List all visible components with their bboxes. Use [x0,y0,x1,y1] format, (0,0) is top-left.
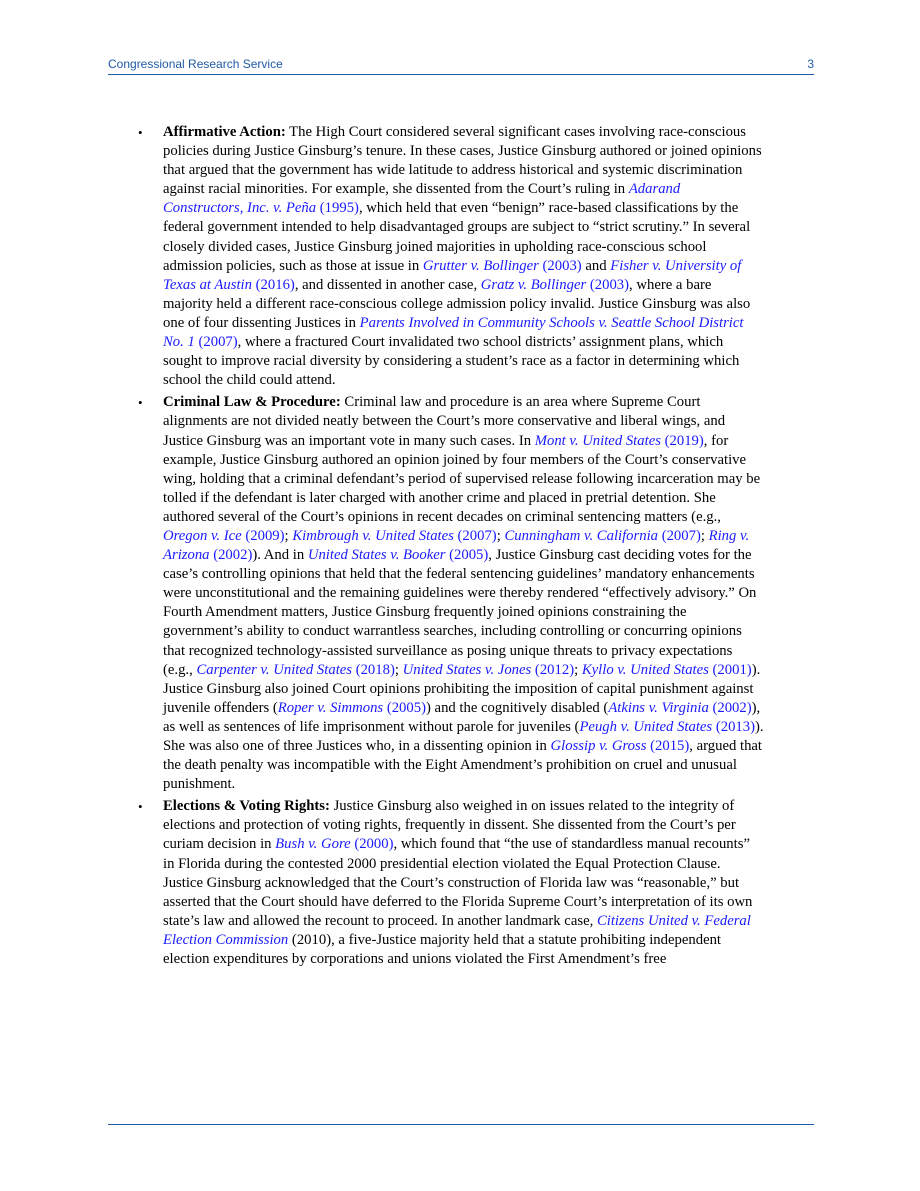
case-link[interactable] [196,662,394,678]
case-name: United States v. Booker [307,547,446,564]
body-text: and [581,257,611,274]
case-year: (2000) [350,836,394,853]
case-name: Kimbrough v. United States [292,527,454,544]
section-heading: Affirmative Action: [163,124,286,140]
section-heading: Elections & Voting Rights: [163,798,330,815]
body-text: Justice Ginsburg also weighed in on issues related to the integrity of elections and protection of voting rights, frequently in dissent. She dissented from the Court’s per curiam decision in [163,798,736,853]
case-name: Carpenter v. United States [196,661,353,678]
case-year: (2002) [708,699,752,716]
case-year: (2019) [660,432,704,449]
body-text: ; [284,527,293,544]
case-year: (2016) [251,276,295,293]
case-link[interactable] [308,547,488,563]
case-year: (2018) [352,661,395,678]
case-name: Peugh v. United States [579,718,713,735]
case-link[interactable] [608,700,751,716]
case-year: (2015) [646,738,690,754]
header-org: Congressional Research Service [108,57,283,71]
case-name: Mont v. United States [534,432,661,449]
body-text: ; [700,527,709,544]
case-year: (2007) [453,527,497,544]
case-year: (2007) [658,527,701,544]
case-year: (2003) [586,276,630,293]
body-text: , where a bare majority held a different race-conscious college admission policy invalid. Justice Ginsburg was also one of four dissenting Justices in [163,276,751,331]
body-text: , and dissented in another case, [294,276,481,293]
case-link[interactable] [582,662,752,678]
case-name: Cunningham v. California [504,527,659,544]
body-text: ). She was also one of three Justices who, in a dissenting opinion in [163,718,764,754]
body-text: ) and the cognitively disabled ( [425,699,609,716]
case-year: (2007) [194,334,238,351]
case-year: (2002) [209,547,253,564]
case-name: Adarand Constructors, Inc. v. Peña [163,181,681,217]
case-year: (2012) [531,661,575,678]
bullet-icon: • [138,125,143,140]
case-link[interactable] [275,836,393,852]
page-header [108,57,814,73]
body-text: , where a fractured Court invalidated two school districts’ assignment plans, which sought to improve racial diversity by considering a student’s race as a factor in determining which school the child could attend. [163,334,740,389]
case-link[interactable] [423,258,582,274]
body-text: (2010), a five-Justice majority held that a statute prohibiting independent election expenditures by corporations and unions violated the First Amendment’s free [163,931,722,968]
body-text: , which found that “the use of standardless manual recounts” in Florida during the contested 2000 presidential election violated the Equal Protection Clause. Justice Ginsburg acknowledged that the Court’s construction of Florida law was “reasonable,” but asserted that the Court should have deferred to the Florida Supreme Court’s interpretation of its own state’s law and allowed the recount to proceed. In another landmark case, [163,836,753,929]
bullet-icon: • [138,799,143,815]
page-number: 3 [807,57,814,71]
case-link[interactable] [278,700,426,716]
bullet-icon: • [138,395,143,411]
body-text: ; [394,661,403,678]
case-year: (2005) [383,699,426,716]
case-name: Ring v. Arizona [163,527,750,564]
case-name: Gratz v. Bollinger [480,276,587,293]
bullet-item [138,393,764,794]
case-name: Atkins v. Virginia [608,699,709,716]
case-name: Bush v. Gore [275,836,351,853]
body-text: ; [574,661,582,678]
case-name: Parents Involved in Community Schools v. Seattle School District No. 1 [163,314,744,351]
case-year: (2001) [708,661,752,678]
case-link[interactable] [535,433,704,449]
body-text: ; [496,527,505,544]
case-link[interactable] [403,662,574,678]
case-year: (1995) [316,200,359,217]
body-text: ). Justice Ginsburg also joined Court opinions prohibiting the imposition of capital punishment against juvenile offenders ( [163,661,761,716]
case-name: Fisher v. University of Texas at Austin [163,257,742,293]
body-text: , argued that the death penalty was incompatible with the Eight Amendment’s prohibition on cruel and unusual punishment. [163,738,763,793]
bullet-item [138,797,764,969]
case-link[interactable] [551,738,690,754]
case-year: (2003) [538,257,582,274]
section-heading: Criminal Law & Procedure: [163,394,341,411]
case-name: Oregon v. Ice [163,527,242,544]
body-text: ), as well as sentences of life imprisonment without parole for juveniles ( [163,699,761,735]
case-link[interactable] [504,528,700,544]
body-text: The High Court considered several significant cases involving race-conscious policies during Justice Ginsburg’s tenure. In these cases, Justice Ginsburg authored or joined opinions that argued that the government has wide latitude to address historical and systemic discrimination against racial minorities. For example, she dissented from the Court’s ruling in [163,124,762,198]
body-text: , Justice Ginsburg cast deciding votes for the case’s controlling opinions that held that the federal sentencing guidelines’ mandatory enhancements were unconstitutional and the remaining guidelines were thereby rendered “effectively advisory.” On Fourth Amendment matters, Justice Ginsburg frequently joined opinions constraining the government’s ability to conduct warrantless searches, including controlling or concurring opinions that recognized technology-assisted surveillance as posing unique threats to privacy expectations (e.g., [163,547,757,678]
case-name: Roper v. Simmons [277,699,384,716]
body-text: ). And in [252,547,308,564]
case-name: United States v. Jones [402,661,532,678]
header-rule [108,74,814,75]
case-name: Grutter v. Bollinger [422,257,539,274]
case-year: (2005) [445,547,489,564]
bullet-list [138,123,764,972]
case-year: (2013) [712,718,755,735]
case-link[interactable] [579,719,755,735]
body-text: , which held that even “benign” race-based classifications by the federal government intended to help disadvantaged groups are subject to “strict scrutiny.” In several closely divided cases, Justice Ginsburg joined majorities in upholding race-conscious school admission policies, such as those at issue in [163,200,751,274]
case-name: Citizens United v. Federal Election Commission [163,912,751,948]
case-name: Glossip v. Gross [550,738,647,754]
body-text: , for example, Justice Ginsburg authored an opinion joined by four members of the Court’s conservative wing, holding that a criminal defendant’s period of supervised release following incarceration may be tolled if the defendant is later charged with another crime and placed in pretrial detention. She authored several of the Court’s opinions in recent decades on criminal sentencing matters (e.g., [163,432,761,525]
footer-rule [108,1124,814,1125]
case-link[interactable] [292,528,496,544]
case-year: (2009) [241,527,285,544]
body-text: Criminal law and procedure is an area where Supreme Court alignments are not divided neatly between the Court’s more conservative and liberal wings, and Justice Ginsburg was an important vote in many such cases. In [163,394,726,449]
bullet-item [138,123,764,390]
case-link[interactable] [481,277,629,293]
case-link[interactable] [163,528,285,544]
case-name: Kyllo v. United States [581,661,709,678]
